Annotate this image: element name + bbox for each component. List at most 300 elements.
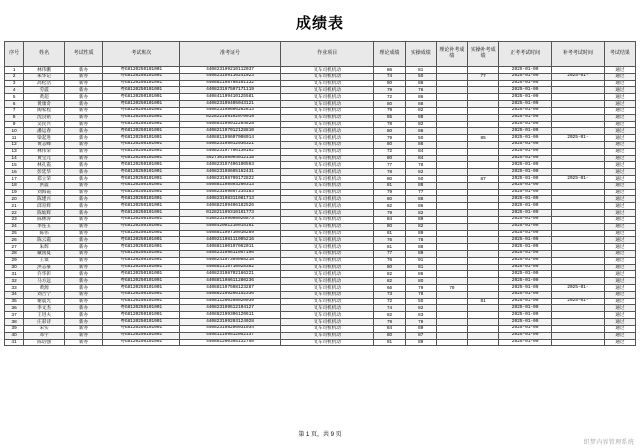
- cell-practice-makeup: [468, 325, 499, 332]
- cell-practice: 83: [405, 312, 436, 319]
- cell-theory-makeup: [436, 305, 467, 312]
- cell-no: 24: [5, 223, 24, 230]
- cell-makeup-date: [551, 250, 604, 257]
- cell-name: 梁起进: [24, 135, 65, 142]
- cell-no: 1: [5, 67, 24, 74]
- cell-exam-date: 2025-01-09: [499, 257, 552, 264]
- table-row[interactable]: [5, 325, 636, 332]
- cell-practice: 82: [405, 210, 436, 217]
- cell-theory: 84: [374, 216, 405, 223]
- cell-practice-makeup: [468, 148, 499, 155]
- cell-theory: 79: [374, 135, 405, 142]
- cell-result: 通过: [604, 285, 635, 292]
- cell-practice: 89: [405, 216, 436, 223]
- cell-name: 马方远: [24, 278, 65, 285]
- table-row[interactable]: [5, 237, 636, 244]
- cell-name: 陈培强: [24, 339, 65, 346]
- cell-theory: 85: [374, 114, 405, 121]
- table-row[interactable]: [5, 271, 636, 278]
- cell-nature: 新办: [64, 155, 102, 162]
- cell-theory: 80: [374, 196, 405, 203]
- cell-practice: 50: [405, 298, 436, 305]
- cell-class: 粤G8120250101001: [103, 291, 180, 298]
- cell-nature: 新办: [64, 80, 102, 87]
- table-header: [5, 42, 636, 67]
- cell-nature: 新办: [64, 128, 102, 135]
- table-row[interactable]: [5, 291, 636, 298]
- cell-item: 叉车司机机动: [280, 312, 374, 319]
- cell-exam-date: 2025-01-09: [499, 73, 552, 80]
- cell-nature: 新办: [64, 285, 102, 292]
- cell-item: 叉车司机机动: [280, 264, 374, 271]
- cell-nature: 新办: [64, 237, 102, 244]
- cell-nature: 新办: [64, 141, 102, 148]
- cell-practice-makeup: [468, 141, 499, 148]
- table-row[interactable]: [5, 148, 636, 155]
- cell-makeup-date: [551, 141, 604, 148]
- cell-result: 通过: [604, 271, 635, 278]
- cell-ticket: 440823197406100563: [180, 162, 281, 169]
- cell-exam-date: 2025-01-09: [499, 128, 552, 135]
- cell-exam-date: 2025-01-09: [499, 216, 552, 223]
- cell-theory: 82: [374, 278, 405, 285]
- cell-no: 39: [5, 325, 24, 332]
- cell-makeup-date: 2025-01-: [551, 73, 604, 80]
- cell-nature: 新办: [64, 257, 102, 264]
- column-header-name: 姓名: [24, 42, 65, 67]
- cell-nature: 新办: [64, 264, 102, 271]
- table-row[interactable]: [5, 114, 636, 121]
- cell-item: 叉车司机机动: [280, 73, 374, 80]
- cell-no: 17: [5, 176, 24, 183]
- cell-item: 叉车司机机动: [280, 257, 374, 264]
- cell-class: 粤G8120250101001: [103, 135, 180, 142]
- cell-nature: 新办: [64, 244, 102, 251]
- cell-ticket: 440881198611280236: [180, 278, 281, 285]
- cell-item: 叉车司机机动: [280, 285, 374, 292]
- cell-item: 叉车司机机动: [280, 135, 374, 142]
- cell-class: 粤G8120250101001: [103, 73, 180, 80]
- cell-theory: 79: [374, 210, 405, 217]
- cell-name: 刘海霞: [24, 189, 65, 196]
- cell-theory: 82: [374, 203, 405, 210]
- cell-makeup-date: [551, 80, 604, 87]
- table-row[interactable]: [5, 128, 636, 135]
- cell-practice: 88: [405, 101, 436, 108]
- cell-exam-date: 2025-01-09: [499, 264, 552, 271]
- cell-exam-date: 2025-01-09: [499, 285, 552, 292]
- cell-nature: 新办: [64, 312, 102, 319]
- cell-practice: 78: [405, 162, 436, 169]
- cell-ticket: 440882199306120611: [180, 312, 281, 319]
- cell-theory: 77: [374, 250, 405, 257]
- table-row[interactable]: [5, 285, 636, 292]
- cell-makeup-date: [551, 230, 604, 237]
- table-row[interactable]: [5, 155, 636, 162]
- cell-makeup-date: [551, 216, 604, 223]
- cell-makeup-date: [551, 319, 604, 326]
- cell-exam-date: 2025-01-09: [499, 169, 552, 176]
- cell-practice: 86: [405, 141, 436, 148]
- table-row[interactable]: [5, 230, 636, 237]
- cell-result: 通过: [604, 169, 635, 176]
- page-title: 成绩表: [295, 16, 344, 32]
- table-row[interactable]: [5, 189, 636, 196]
- table-row[interactable]: [5, 107, 636, 114]
- cell-practice-makeup: [468, 80, 499, 87]
- column-header-item: 作业项目: [280, 42, 374, 67]
- cell-theory: 73: [374, 291, 405, 298]
- cell-nature: 新办: [64, 135, 102, 142]
- cell-practice-makeup: [468, 182, 499, 189]
- cell-ticket: 452730198904012118: [180, 155, 281, 162]
- table-row[interactable]: [5, 135, 636, 142]
- cell-theory: 81: [374, 339, 405, 346]
- cell-class: 粤G8120250101001: [103, 155, 180, 162]
- cell-practice: 80: [405, 278, 436, 285]
- cell-name: 王进夫: [24, 312, 65, 319]
- cell-no: 19: [5, 189, 24, 196]
- table-row[interactable]: [5, 176, 636, 183]
- table-row[interactable]: [5, 339, 636, 346]
- cell-no: 4: [5, 87, 24, 94]
- cell-theory-makeup: [436, 107, 467, 114]
- cell-name: 朱华记: [24, 73, 65, 80]
- table-row[interactable]: [5, 210, 636, 217]
- cell-class: 粤G8120250101001: [103, 169, 180, 176]
- cell-nature: 新办: [64, 223, 102, 230]
- cell-theory: 84: [374, 325, 405, 332]
- cell-makeup-date: [551, 107, 604, 114]
- cell-makeup-date: [551, 87, 604, 94]
- cell-ticket: 012821199310161773: [180, 210, 281, 217]
- cell-makeup-date: 2025-01-: [551, 298, 604, 305]
- cell-theory-makeup: [436, 114, 467, 121]
- cell-no: 7: [5, 107, 24, 114]
- cell-result: 通过: [604, 298, 635, 305]
- cell-no: 13: [5, 148, 24, 155]
- cell-item: 叉车司机机动: [280, 176, 374, 183]
- cell-nature: 新办: [64, 67, 102, 74]
- cell-nature: 新办: [64, 94, 102, 101]
- cell-ticket: 440823199512104127: [180, 305, 281, 312]
- cell-class: 粤G8120250101001: [103, 312, 180, 319]
- cell-theory-makeup: [436, 87, 467, 94]
- cell-practice-makeup: [468, 196, 499, 203]
- table-row[interactable]: [5, 73, 636, 80]
- cell-practice-makeup: 77: [468, 73, 499, 80]
- cell-class: 粤G8120250101001: [103, 67, 180, 74]
- cell-ticket: 440881199607008014: [180, 135, 281, 142]
- cell-practice-makeup: 81: [468, 298, 499, 305]
- cell-practice-makeup: [468, 271, 499, 278]
- cell-nature: 新办: [64, 210, 102, 217]
- table-row[interactable]: [5, 80, 636, 87]
- cell-theory-makeup: [436, 298, 467, 305]
- cell-practice: 78: [405, 291, 436, 298]
- cell-name: 陈林涛: [24, 216, 65, 223]
- cell-result: 通过: [604, 162, 635, 169]
- cell-theory-makeup: [436, 141, 467, 148]
- table-row[interactable]: [5, 182, 636, 189]
- cell-theory-makeup: [436, 257, 467, 264]
- cell-ticket: 440823197507171119: [180, 87, 281, 94]
- cell-ticket: 440823197706130102: [180, 148, 281, 155]
- cell-result: 通过: [604, 339, 635, 346]
- cell-class: 粤G8120250101001: [103, 162, 180, 169]
- cell-no: 21: [5, 203, 24, 210]
- cell-makeup-date: [551, 264, 604, 271]
- cell-nature: 新办: [64, 189, 102, 196]
- cell-nature: 新办: [64, 73, 102, 80]
- cell-name: 林伟荣: [24, 148, 65, 155]
- column-header-nature: 考试性质: [64, 42, 102, 67]
- cell-no: 34: [5, 291, 24, 298]
- cell-practice-makeup: [468, 169, 499, 176]
- cell-result: 通过: [604, 312, 635, 319]
- cell-class: 粤G8120250101001: [103, 230, 180, 237]
- column-header-ticket: 准考证号: [180, 42, 281, 67]
- cell-class: 粤G8120250101001: [103, 107, 180, 114]
- cell-practice-makeup: 85: [468, 135, 499, 142]
- cell-nature: 新办: [64, 271, 102, 278]
- cell-exam-date: 2025-01-09: [499, 332, 552, 339]
- cell-item: 叉车司机机动: [280, 169, 374, 176]
- cell-theory-makeup: [436, 250, 467, 257]
- cell-practice-makeup: [468, 210, 499, 217]
- cell-makeup-date: [551, 67, 604, 74]
- cell-result: 通过: [604, 141, 635, 148]
- cell-exam-date: 2025-01-09: [499, 114, 552, 121]
- cell-name: 黄宝元: [24, 155, 65, 162]
- cell-makeup-date: [551, 155, 604, 162]
- cell-exam-date: 2025-01-09: [499, 148, 552, 155]
- cell-practice: 50: [405, 135, 436, 142]
- cell-class: 粤G8120250101001: [103, 176, 180, 183]
- cell-practice-makeup: [468, 244, 499, 251]
- cell-exam-date: 2025-01-09: [499, 298, 552, 305]
- cell-practice-makeup: [468, 319, 499, 326]
- cell-class: 粤G8120250101001: [103, 141, 180, 148]
- cell-theory: 80: [374, 128, 405, 135]
- table-row[interactable]: [5, 169, 636, 176]
- cell-item: 叉车司机机动: [280, 271, 374, 278]
- cell-makeup-date: [551, 196, 604, 203]
- cell-practice-makeup: [468, 155, 499, 162]
- cell-makeup-date: [551, 94, 604, 101]
- table-row[interactable]: [5, 87, 636, 94]
- cell-ticket: 440881198503260313: [180, 182, 281, 189]
- cell-practice: 86: [405, 271, 436, 278]
- cell-name: 陈建兴: [24, 196, 65, 203]
- cell-result: 通过: [604, 101, 635, 108]
- cell-name: 谢震光: [24, 298, 65, 305]
- table-row[interactable]: [5, 319, 636, 326]
- cell-class: 粤G8120250101001: [103, 257, 180, 264]
- cell-ticket: 440823199405043121: [180, 101, 281, 108]
- cell-nature: 新办: [64, 203, 102, 210]
- cell-class: 粤G8120250101001: [103, 339, 180, 346]
- cell-theory: 80: [374, 176, 405, 183]
- table-row[interactable]: [5, 264, 636, 271]
- cell-ticket: 440823198206031034: [180, 325, 281, 332]
- cell-practice-makeup: [468, 101, 499, 108]
- table-body: [5, 67, 636, 346]
- cell-class: 粤G8120250101001: [103, 285, 180, 292]
- cell-theory-makeup: [436, 244, 467, 251]
- cell-ticket: 440881199710010289: [180, 230, 281, 237]
- cell-theory-makeup: [436, 101, 467, 108]
- table-row[interactable]: [5, 94, 636, 101]
- cell-exam-date: 2025-01-09: [499, 230, 552, 237]
- cell-nature: 新办: [64, 87, 102, 94]
- cell-practice: 89: [405, 250, 436, 257]
- table-row[interactable]: [5, 278, 636, 285]
- cell-item: 叉车司机机动: [280, 189, 374, 196]
- cell-makeup-date: [551, 312, 604, 319]
- cell-ticket: 440811199512052137: [180, 332, 281, 339]
- cell-theory: 76: [374, 257, 405, 264]
- cell-result: 通过: [604, 148, 635, 155]
- cell-result: 通过: [604, 216, 635, 223]
- table-row[interactable]: [5, 250, 636, 257]
- cell-theory-makeup: [436, 121, 467, 128]
- cell-nature: 新办: [64, 332, 102, 339]
- cell-exam-date: 2025-01-09: [499, 182, 552, 189]
- cell-theory: 78: [374, 169, 405, 176]
- cell-no: 12: [5, 141, 24, 148]
- cell-ticket: 440921198111005216: [180, 237, 281, 244]
- cell-makeup-date: [551, 203, 604, 210]
- cell-item: 叉车司机机动: [280, 223, 374, 230]
- cell-result: 通过: [604, 182, 635, 189]
- cell-no: 11: [5, 135, 24, 142]
- cell-ticket: 440881197508123287: [180, 285, 281, 292]
- cell-exam-date: 2025-01-09: [499, 325, 552, 332]
- cell-theory-makeup: [436, 176, 467, 183]
- cell-theory: 80: [374, 80, 405, 87]
- cell-theory-makeup: [436, 196, 467, 203]
- cell-item: 叉车司机机动: [280, 101, 374, 108]
- cell-result: 通过: [604, 176, 635, 183]
- cell-no: 18: [5, 182, 24, 189]
- cell-theory-makeup: [436, 169, 467, 176]
- table-row[interactable]: [5, 257, 636, 264]
- cell-no: 27: [5, 244, 24, 251]
- table-row[interactable]: [5, 216, 636, 223]
- cell-practice: 88: [405, 114, 436, 121]
- cell-class: 粤G8120250101001: [103, 210, 180, 217]
- cell-class: 粤G8120250101001: [103, 244, 180, 251]
- cell-name: 王谟: [24, 257, 65, 264]
- cell-makeup-date: 2025-01-: [551, 176, 604, 183]
- cell-ticket: 022822199102070019: [180, 114, 281, 121]
- cell-class: 粤G8120250101001: [103, 203, 180, 210]
- cell-name: 庄彩诗: [24, 319, 65, 326]
- cell-result: 通过: [604, 155, 635, 162]
- table-row[interactable]: [5, 203, 636, 210]
- cell-class: 粤G8120250101001: [103, 223, 180, 230]
- table-row[interactable]: [5, 332, 636, 339]
- cell-class: 粤G8120250101001: [103, 271, 180, 278]
- cell-theory: 79: [374, 319, 405, 326]
- table-row[interactable]: [5, 244, 636, 251]
- cell-result: 通过: [604, 67, 635, 74]
- cell-name: 陶家程: [24, 107, 65, 114]
- cell-theory-makeup: [436, 319, 467, 326]
- cell-item: 叉车司机机动: [280, 196, 374, 203]
- cell-result: 通过: [604, 230, 635, 237]
- cell-theory: 77: [374, 162, 405, 169]
- cell-ticket: 510823199908020873: [180, 216, 281, 223]
- cell-makeup-date: [551, 121, 604, 128]
- cell-theory-makeup: [436, 155, 467, 162]
- cell-item: 叉车司机机动: [280, 121, 374, 128]
- cell-ticket: 440881198708101132: [180, 80, 281, 87]
- cell-theory-makeup: [436, 189, 467, 196]
- cell-result: 通过: [604, 325, 635, 332]
- cell-name: 陈灿辉: [24, 210, 65, 217]
- cell-result: 通过: [604, 305, 635, 312]
- table-row[interactable]: [5, 312, 636, 319]
- cell-nature: 新办: [64, 176, 102, 183]
- cell-item: 叉车司机机动: [280, 291, 374, 298]
- cell-practice: 50: [405, 73, 436, 80]
- table-row[interactable]: [5, 298, 636, 305]
- cell-nature: 新办: [64, 101, 102, 108]
- cell-theory: 78: [374, 121, 405, 128]
- cell-class: 粤G8120250101001: [103, 278, 180, 285]
- table-row[interactable]: [5, 141, 636, 148]
- table-row[interactable]: [5, 67, 636, 74]
- cell-theory: 76: [374, 237, 405, 244]
- cell-practice: 82: [405, 305, 436, 312]
- cell-practice: 81: [405, 264, 436, 271]
- cell-no: 26: [5, 237, 24, 244]
- cell-theory-makeup: [436, 203, 467, 210]
- cell-practice-makeup: [468, 250, 499, 257]
- table-row[interactable]: [5, 121, 636, 128]
- cell-theory: 72: [374, 148, 405, 155]
- cell-practice: 89: [405, 325, 436, 332]
- table-row[interactable]: [5, 162, 636, 169]
- cell-class: 粤G8120250101001: [103, 128, 180, 135]
- cell-result: 通过: [604, 80, 635, 87]
- cell-item: 叉车司机机动: [280, 305, 374, 312]
- cell-makeup-date: [551, 257, 604, 264]
- table-row[interactable]: [5, 101, 636, 108]
- table-row[interactable]: [5, 223, 636, 230]
- cell-nature: 新办: [64, 305, 102, 312]
- cell-nature: 新办: [64, 298, 102, 305]
- cell-no: 30: [5, 264, 24, 271]
- cell-class: 粤G8120250101001: [103, 189, 180, 196]
- cell-practice: 89: [405, 339, 436, 346]
- cell-practice-makeup: [468, 107, 499, 114]
- cell-name: 黄源: [24, 285, 65, 292]
- table-row[interactable]: [5, 196, 636, 203]
- cell-ticket: 440881119710028382: [180, 264, 281, 271]
- table-row[interactable]: [5, 305, 636, 312]
- cell-exam-date: 2025-01-09: [499, 67, 552, 74]
- cell-practice-makeup: [468, 216, 499, 223]
- cell-theory: 80: [374, 264, 405, 271]
- cell-practice-makeup: [468, 223, 499, 230]
- cell-exam-date: 2025-01-09: [499, 291, 552, 298]
- cell-nature: 新办: [64, 319, 102, 326]
- cell-item: 叉车司机机动: [280, 319, 374, 326]
- cell-practice-makeup: [468, 332, 499, 339]
